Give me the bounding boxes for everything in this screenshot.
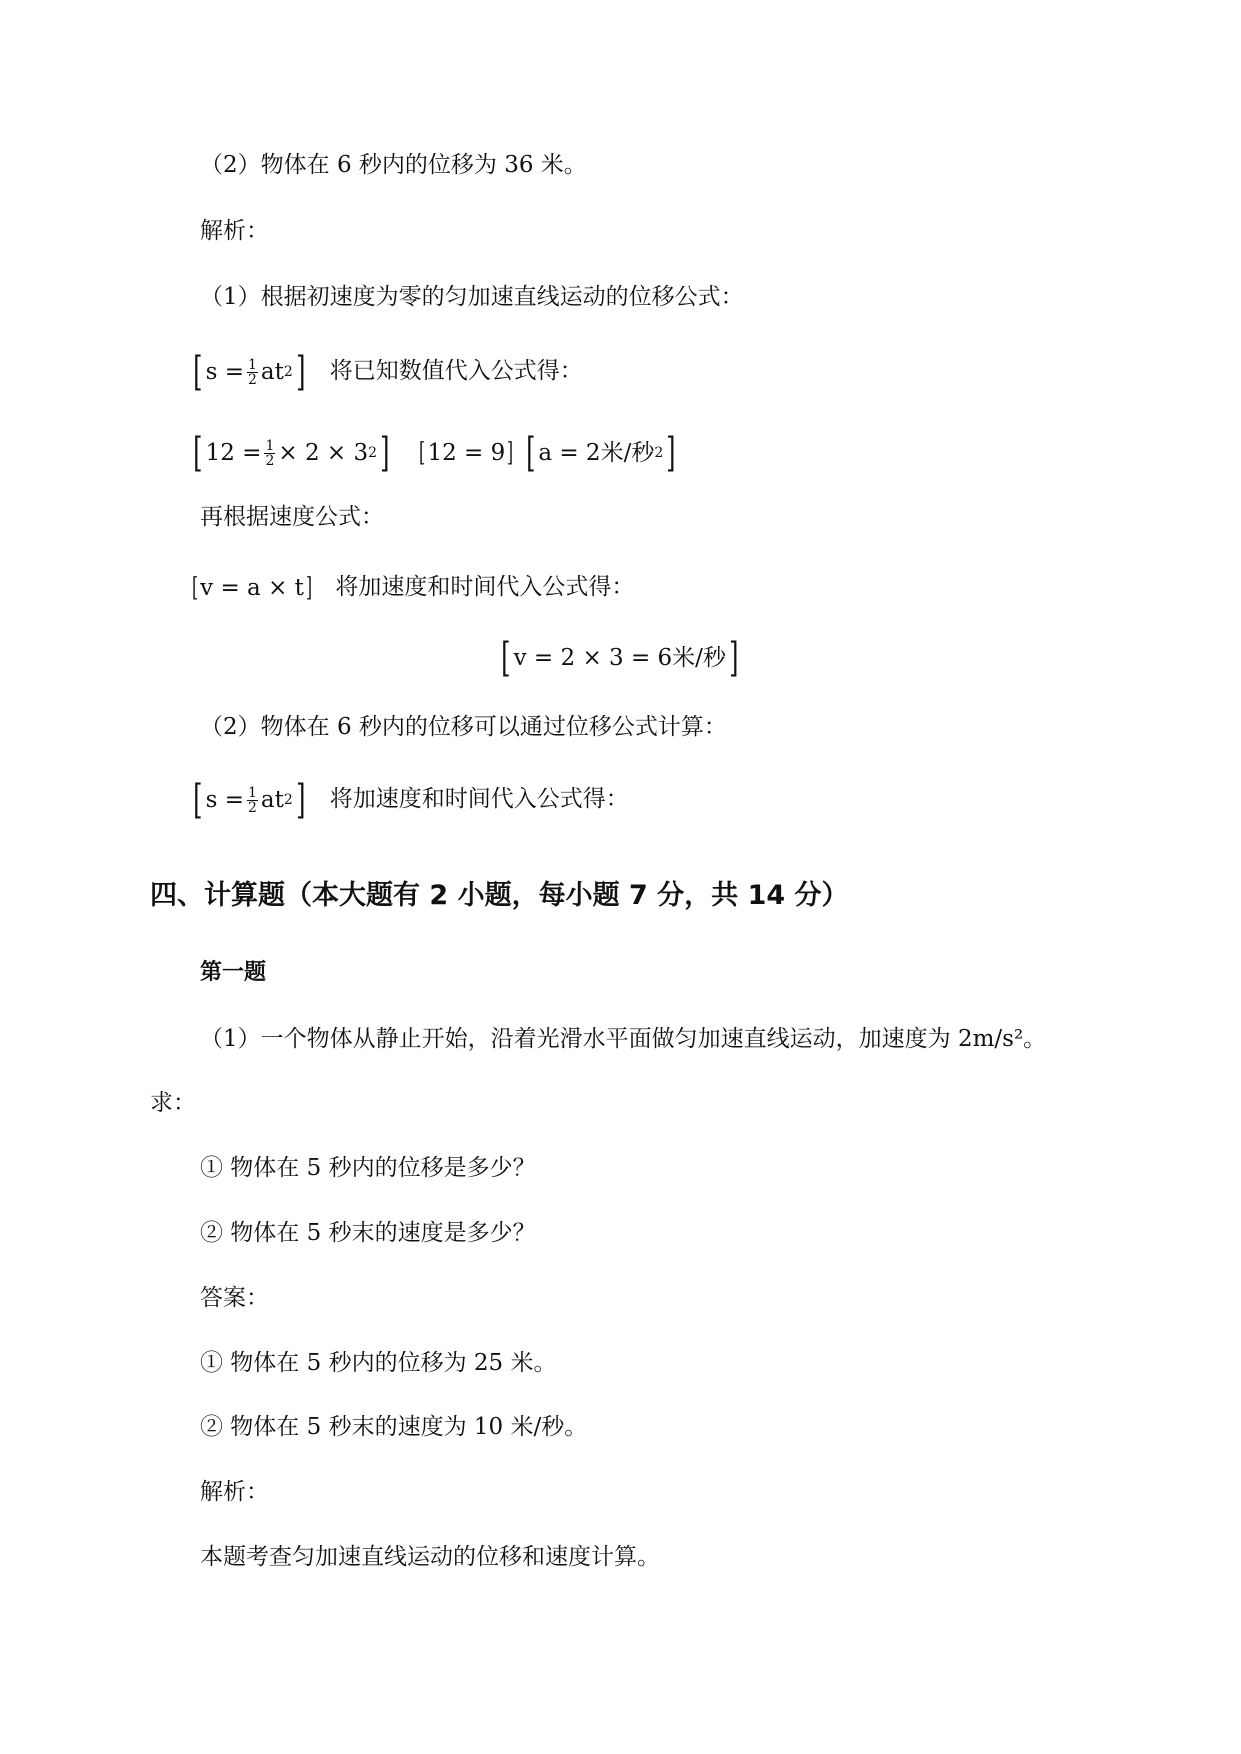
substitution-eq-2: [ 12 = 9 ] [419,438,514,468]
formula-line-displacement [190,349,583,395]
answer-label: 答案： [200,1285,269,1311]
displacement-formula-2: [ s = $\frac{1}{2}$ at 2 ] [193,777,306,823]
substitution-eq-1: [ 12 = $\frac{1}{2}$ × 2 × 3 2 ] [193,430,390,476]
analysis-step-1: （1）根据初速度为零的匀加速直线运动的位移公式： [200,284,744,310]
velocity-result: [ v = 2 × 3 = 6米/秒 ] [501,635,739,681]
analysis-label-2: 解析： [200,1479,269,1505]
velocity-result-line [498,635,742,681]
question-text-cont: 求： [150,1090,196,1116]
answer-part-a: ① 物体在 5 秒内的位移为 25 米。 [200,1350,557,1376]
question-part-a: ① 物体在 5 秒内的位移是多少？ [200,1155,536,1181]
velocity-formula-line [190,568,634,608]
question-title: 第一题 [200,960,267,985]
substitute-text-3: 将加速度和时间代入公式得： [329,786,629,812]
substitution-line [190,430,679,476]
analysis-label: 解析： [200,218,269,244]
substitute-text: 将已知数值代入公式得： [329,358,583,384]
velocity-formula: [ v = a × t ] [192,573,313,603]
velocity-formula-intro: 再根据速度公式： [200,504,384,530]
acceleration-result: [ a = 2米/秒 2 ] [525,430,676,476]
formula-line-displacement-2 [190,777,629,823]
analysis-text: 本题考查匀加速直线运动的位移和速度计算。 [200,1544,660,1570]
answer-part-b: ② 物体在 5 秒末的速度为 10 米/秒。 [200,1414,588,1440]
substitute-text-2: 将加速度和时间代入公式得： [335,574,635,600]
question-part-b: ② 物体在 5 秒末的速度是多少？ [200,1220,536,1246]
displacement-formula: [ s = $\frac{1}{2}$ at 2 ] [193,349,306,395]
question-text: （1）一个物体从静止开始，沿着光滑水平面做匀加速直线运动，加速度为 2m/s²。 [200,1026,1047,1052]
answer-line-2: （2）物体在 6 秒内的位移为 36 米。 [200,152,587,178]
fraction-half: $\frac{1}{2}$ [248,356,257,388]
section-heading: 四、计算题（本大题有 2 小题，每小题 7 分，共 14 分） [150,880,849,911]
analysis-step-2: （2）物体在 6 秒内的位移可以通过位移公式计算： [200,714,727,740]
